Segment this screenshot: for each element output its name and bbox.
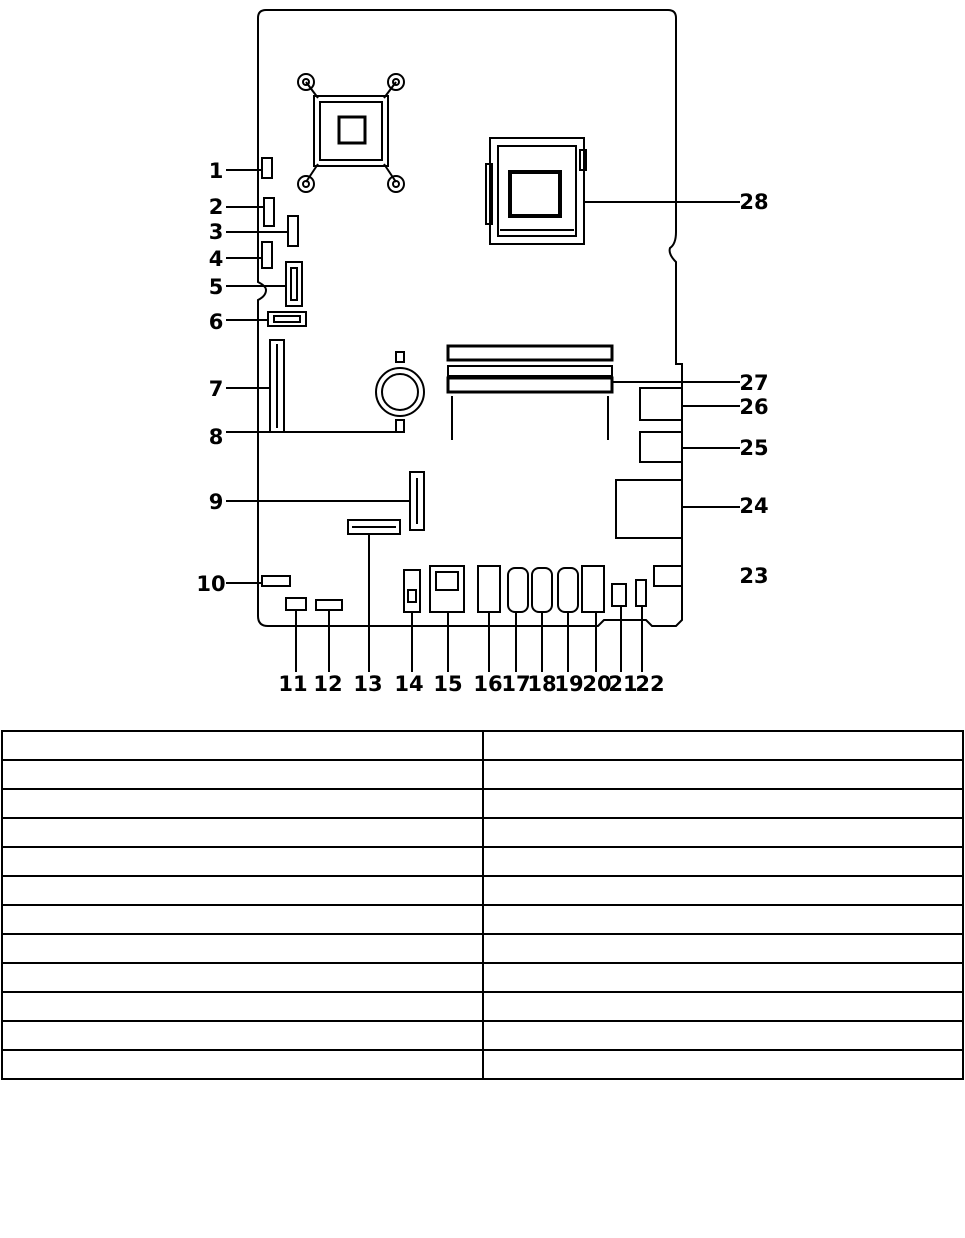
callout-6: 6	[208, 310, 224, 334]
table-cell	[483, 1050, 964, 1079]
table-row	[2, 876, 963, 905]
callout-4: 4	[208, 247, 224, 271]
table-cell	[483, 934, 964, 963]
table-cell	[483, 847, 964, 876]
table-cell	[483, 992, 964, 1021]
table-cell	[483, 731, 964, 760]
coin-cell-battery	[376, 352, 424, 432]
table-cell	[2, 963, 483, 992]
table-row	[2, 731, 963, 760]
m2-slots	[348, 472, 424, 534]
callout-19: 19	[554, 672, 584, 696]
table-row	[2, 789, 963, 818]
callout-23: 23	[739, 564, 769, 588]
callout-21: 21	[608, 672, 638, 696]
table-row	[2, 905, 963, 934]
table-cell	[483, 1021, 964, 1050]
right-edge-blocks	[616, 388, 682, 538]
table-cell	[2, 818, 483, 847]
table-cell	[483, 818, 964, 847]
callout-24: 24	[739, 494, 769, 518]
callout-20: 20	[582, 672, 612, 696]
table-cell	[2, 731, 483, 760]
callout-11: 11	[278, 672, 308, 696]
table-cell	[2, 934, 483, 963]
table-cell	[483, 760, 964, 789]
table-cell	[2, 1021, 483, 1050]
table-cell	[483, 876, 964, 905]
table-row	[2, 1021, 963, 1050]
legend-table-container	[1, 730, 964, 1080]
left-small-connectors	[262, 158, 298, 268]
callout-8: 8	[208, 425, 224, 449]
callout-5: 5	[208, 275, 224, 299]
table-cell	[2, 789, 483, 818]
table-row	[2, 760, 963, 789]
processor-socket	[486, 138, 586, 244]
callout-16: 16	[473, 672, 503, 696]
callout-1: 1	[208, 159, 224, 183]
callout-12: 12	[313, 672, 343, 696]
table-cell	[483, 789, 964, 818]
table-row	[2, 963, 963, 992]
callout-18: 18	[527, 672, 557, 696]
table-row	[2, 847, 963, 876]
callout-26: 26	[739, 395, 769, 419]
callout-17: 17	[501, 672, 531, 696]
callout-28: 28	[739, 190, 769, 214]
table-cell	[2, 847, 483, 876]
table-cell	[483, 905, 964, 934]
table-row	[2, 992, 963, 1021]
callout-9: 9	[208, 490, 224, 514]
callout-3: 3	[208, 220, 224, 244]
cpu-heatsink	[298, 74, 404, 192]
memory-slots	[448, 346, 612, 440]
callout-10: 10	[196, 572, 226, 596]
callout-22: 22	[635, 672, 665, 696]
table-cell	[2, 876, 483, 905]
rear-io-connectors	[262, 566, 682, 612]
callout-7: 7	[208, 377, 224, 401]
table-cell	[2, 992, 483, 1021]
callout-14: 14	[394, 672, 424, 696]
legend-table	[1, 730, 964, 1080]
callout-27: 27	[739, 371, 769, 395]
table-row	[2, 934, 963, 963]
long-vertical-connector	[270, 340, 284, 432]
callout-15: 15	[433, 672, 463, 696]
table-cell	[2, 760, 483, 789]
callout-25: 25	[739, 436, 769, 460]
callout-2: 2	[208, 195, 224, 219]
table-cell	[2, 905, 483, 934]
table-cell	[2, 1050, 483, 1079]
callout-13: 13	[353, 672, 383, 696]
sata-connectors	[268, 262, 306, 326]
table-cell	[483, 963, 964, 992]
table-row	[2, 1050, 963, 1079]
table-row	[2, 818, 963, 847]
